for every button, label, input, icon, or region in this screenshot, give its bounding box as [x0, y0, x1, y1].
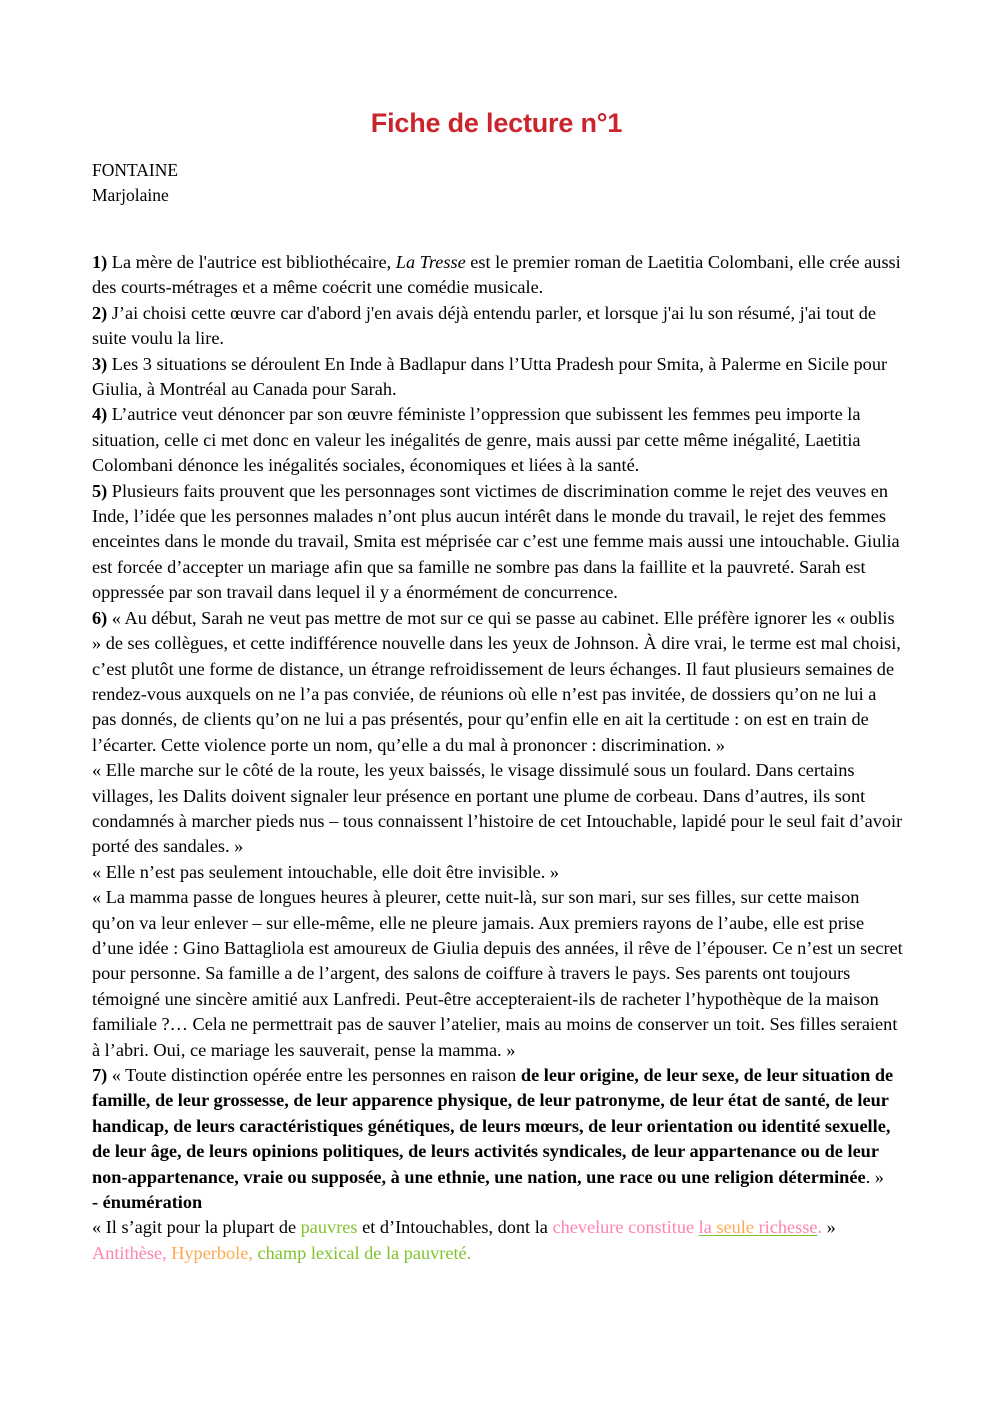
- answer-7-tail: . »: [865, 1166, 884, 1187]
- answer-1-text-b: est le premier roman de Laetitia Colombani, elle crée aussi des courts-métrages et a même coécrit une comédie musicale.: [92, 252, 901, 298]
- analysis-seg-richesse-pink-underlined: richesse: [758, 1217, 818, 1238]
- answer-2: [92, 301, 904, 352]
- analysis-seg-period-pink: .: [817, 1217, 823, 1238]
- author-block: [92, 158, 178, 208]
- answer-3-text: Les 3 situations se déroulent En Inde à Badlapur dans l’Utta Pradesh pour Smita, à Palerme en Sicile pour Giulia, à Montréal au Canada pour Sarah.: [92, 353, 888, 400]
- analysis-seg-closing-quote: »: [822, 1217, 836, 1238]
- analysis-quote: [92, 1215, 904, 1240]
- figures-of-speech-line: [92, 1241, 904, 1266]
- answer-5-text: Plusieurs faits prouvent que les personnages sont victimes de discrimination comme le rejet des veuves en Inde, l’idée que les personnes malades n’ont plus aucun intérêt dans le monde du travail, le rejet des femmes enceintes dans le monde du travail, Smita est méprisée car c’est une femme mais aussi une intouchable. Giulia est forcée d’accepter un mariage afin que sa famille ne sombre pas dans la faillite et la pauvreté. Sarah est oppressée par son travail dans lequel il y a énormément de concurrence.: [92, 480, 900, 603]
- analysis-seg-la-pink-underlined: la: [698, 1217, 717, 1238]
- answer-1-number: 1): [92, 252, 108, 272]
- answer-6-quote-2: « Elle marche sur le côté de la route, les yeux baissés, le visage dissimulé sous un foulard. Dans certains villages, les Dalits doivent signaler leur présence en portant une plume de corbeau. Dans d’autres, ils sont condamnés à marcher pieds nus – tous connaissent l’histoire de cet Intouchable, lapidé pour le seul fait d’avoir porté des sandales. »: [92, 760, 903, 857]
- figure-hyperbole-orange: Hyperbole,: [166, 1242, 253, 1263]
- answer-3: [92, 352, 904, 403]
- answer-4-text: L’autrice veut dénoncer par son œuvre féministe l’oppression que subissent les femmes peu importe la situation, celle ci met donc en valeur les inégalités de genre, mais aussi par cette même inégalité, Laetitia Colombani dénonce les inégalités sociales, économiques et liées à la santé.: [92, 404, 861, 476]
- answer-4-number: 4): [92, 404, 108, 425]
- answer-6-quote-1-text: « Au début, Sarah ne veut pas mettre de mot sur ce qui se passe au cabinet. Elle préfère ignorer les « oublis » de ses collègues, et cette indifférence nouvelle dans les yeux de Johnson. À dire vrai, le terme est mal choisi, c’est plutôt une forme de distance, un étrange refroidissement de leurs échanges. Il faut plusieurs semaines de rendez-vous auxquels on ne l’a pas conviée, de réunions où elle n’est pas invitée, de dossiers qu’on ne lui a pas donnés, de clients qu’on ne lui a pas présentés, pour qu’enfin elle en ait la certitude : on est en train de l’écarter. Cette violence porte un nom, qu’elle a du mal à prononcer : discrimination. »: [92, 607, 901, 755]
- answer-7: [92, 1063, 904, 1190]
- answer-3-number: 3): [92, 353, 108, 374]
- document-body: [92, 250, 904, 1266]
- answer-6-quote-1: [92, 606, 904, 758]
- author-first-name: Marjolaine: [92, 185, 169, 205]
- figure-champ-lexical-green: champ lexical de la pauvreté.: [252, 1242, 472, 1263]
- analysis-seg-1: « Il s’agit pour la plupart de: [92, 1217, 301, 1238]
- answer-7-number: 7): [92, 1065, 108, 1085]
- answer-4: [92, 402, 904, 478]
- analysis-seg-chevelure-pink: chevelure constitue: [552, 1217, 699, 1238]
- analysis-seg-3: et d’Intouchables, dont la: [357, 1217, 553, 1238]
- analysis-seg-seule-orange-underlined: seule: [716, 1217, 759, 1238]
- author-last-name: FONTAINE: [92, 160, 179, 180]
- answer-2-number: 2): [92, 302, 108, 323]
- work-title-la-tresse: La Tresse: [395, 252, 466, 272]
- answer-6-quote-4: « La mamma passe de longues heures à pleurer, cette nuit-là, sur son mari, sur ses filles, sur cette maison qu’on va leur enlever – sur elle-même, elle ne pleure jamais. Aux premiers rayons de l’aube, elle est prise d’une idée : Gino Battagliola est amoureux de Giulia depuis des années, il rêve de l’épouser. Ce n’est un secret pour personne. Sa famille a de l’argent, des salons de coiffure à travers le pays. Ses parents ont toujours témoigné une sincère amitié aux Lanfredi. Peut-être accepteraient-ils de racheter l’hypothèque de la maison familiale ?… Cela ne permettrait pas de sauver l’atelier, mais au moins de conserver un toit. Ses filles seraient à l’abri. Oui, ce mariage les sauverait, pense la mamma. »: [92, 887, 903, 1060]
- analysis-seg-pauvres-green: pauvres: [300, 1217, 358, 1238]
- answer-7-lead-text: « Toute distinction opérée entre les personnes en raison: [107, 1065, 521, 1085]
- answer-6-number: 6): [92, 607, 108, 628]
- answer-1-text-a: La mère de l'autrice est bibliothécaire,: [107, 252, 396, 272]
- answer-5-number: 5): [92, 480, 108, 501]
- answer-2-text: J’ai choisi cette œuvre car d'abord j'en avais déjà entendu parler, et lorsque j'ai lu son résumé, j'ai tout de suite voulu la lire.: [92, 302, 877, 349]
- answer-6-quote-3: « Elle n’est pas seulement intouchable, elle doit être invisible. »: [92, 861, 560, 882]
- annotation-enumeration: [92, 1190, 904, 1215]
- answer-5: [92, 479, 904, 606]
- answer-7-bold-enumeration: de leur origine, de leur sexe, de leur situation de famille, de leur grossesse, de leur apparence physique, de leur patronyme, de leur état de santé, de leur handicap, de leurs caractéristiques génétiques, de leurs mœurs, de leur orientation ou identité sexuelle, de leur âge, de leurs opinions politiques, de leurs activités syndicales, de leur appartenance ou de leur non-appartenance, vraie ou supposée, à une ethnie, une nation, une race ou une religion déterminée: [92, 1065, 894, 1187]
- answer-1: [92, 250, 904, 301]
- page-title: Fiche de lecture n°1: [370, 108, 623, 138]
- figure-antithese-pink: Antithèse,: [92, 1242, 167, 1263]
- annotation-enumeration-label: - énumération: [92, 1192, 203, 1213]
